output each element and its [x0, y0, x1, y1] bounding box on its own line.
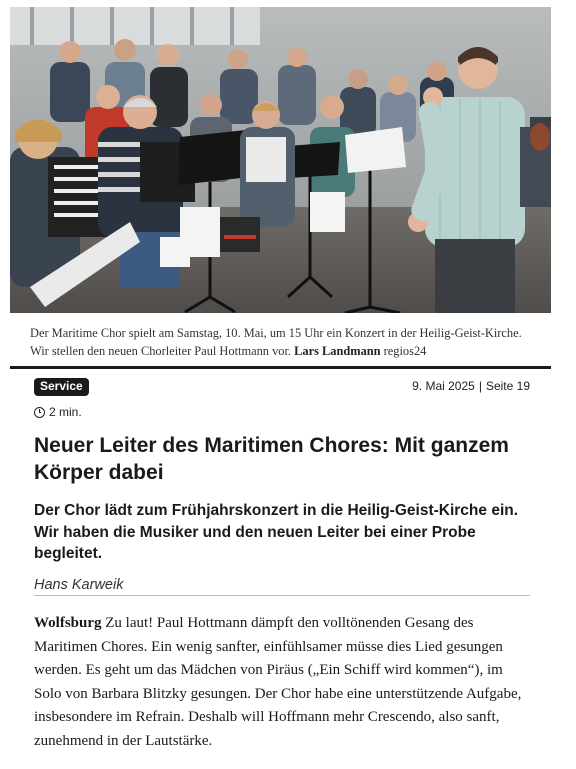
- photo-caption: [30, 324, 540, 360]
- category-badge[interactable]: Service: [34, 378, 89, 396]
- photo-agency: regios24: [383, 344, 427, 358]
- article-body: [34, 612, 530, 753]
- article-subheadline: Der Chor lädt zum Frühjahrskonzert in die Heilig-Geist-Kirche ein. Wir haben die Musiker und den neuen Leiter bei einer Probe begleitet.: [34, 502, 519, 562]
- section-divider: [10, 366, 551, 369]
- article-headline: Neuer Leiter des Maritimen Chores: Mit ganzem Körper dabei: [34, 434, 509, 484]
- article-meta: [34, 378, 530, 398]
- article-photo[interactable]: [10, 7, 551, 313]
- read-time: [34, 405, 82, 419]
- publication-date: 9. Mai 2025: [412, 379, 475, 393]
- page-number: Seite 19: [485, 379, 530, 393]
- clock-icon: [34, 407, 45, 418]
- photo-credit[interactable]: Lars Landmann: [294, 344, 381, 358]
- photo-choir-rehearsal: [10, 7, 551, 313]
- article-body-text: Zu laut! Paul Hottmann dämpft den volltönenden Gesang des Maritimen Chores. Ein wenig sanfter, einfühlsamer müsse dies Lied gesungen werden. Es geht um das Mädchen von Piräus („Ein Schiff wird kommen“), im Solo von Barbara Blitzky gesungen. Der Chor habe eine unterstützende Aufgabe, insbesondere im Refrain. Deshalb will Hoffmann mehr Crescendo, also sanft, zunehmend in der Lautstärke.: [34, 615, 522, 749]
- article-author[interactable]: Hans Karweik: [34, 577, 530, 596]
- caption-text: Der Maritime Chor spielt am Samstag, 10. Mai, um 15 Uhr ein Konzert in der Heilig-Geist-Kirche. Wir stellen den neuen Chorleiter Paul Hottmann vor.: [30, 326, 522, 358]
- publication-info: [412, 379, 530, 393]
- read-time-label: 2 min.: [49, 405, 82, 419]
- article-dateline: Wolfsburg: [34, 615, 102, 631]
- meta-separator: |: [478, 379, 482, 393]
